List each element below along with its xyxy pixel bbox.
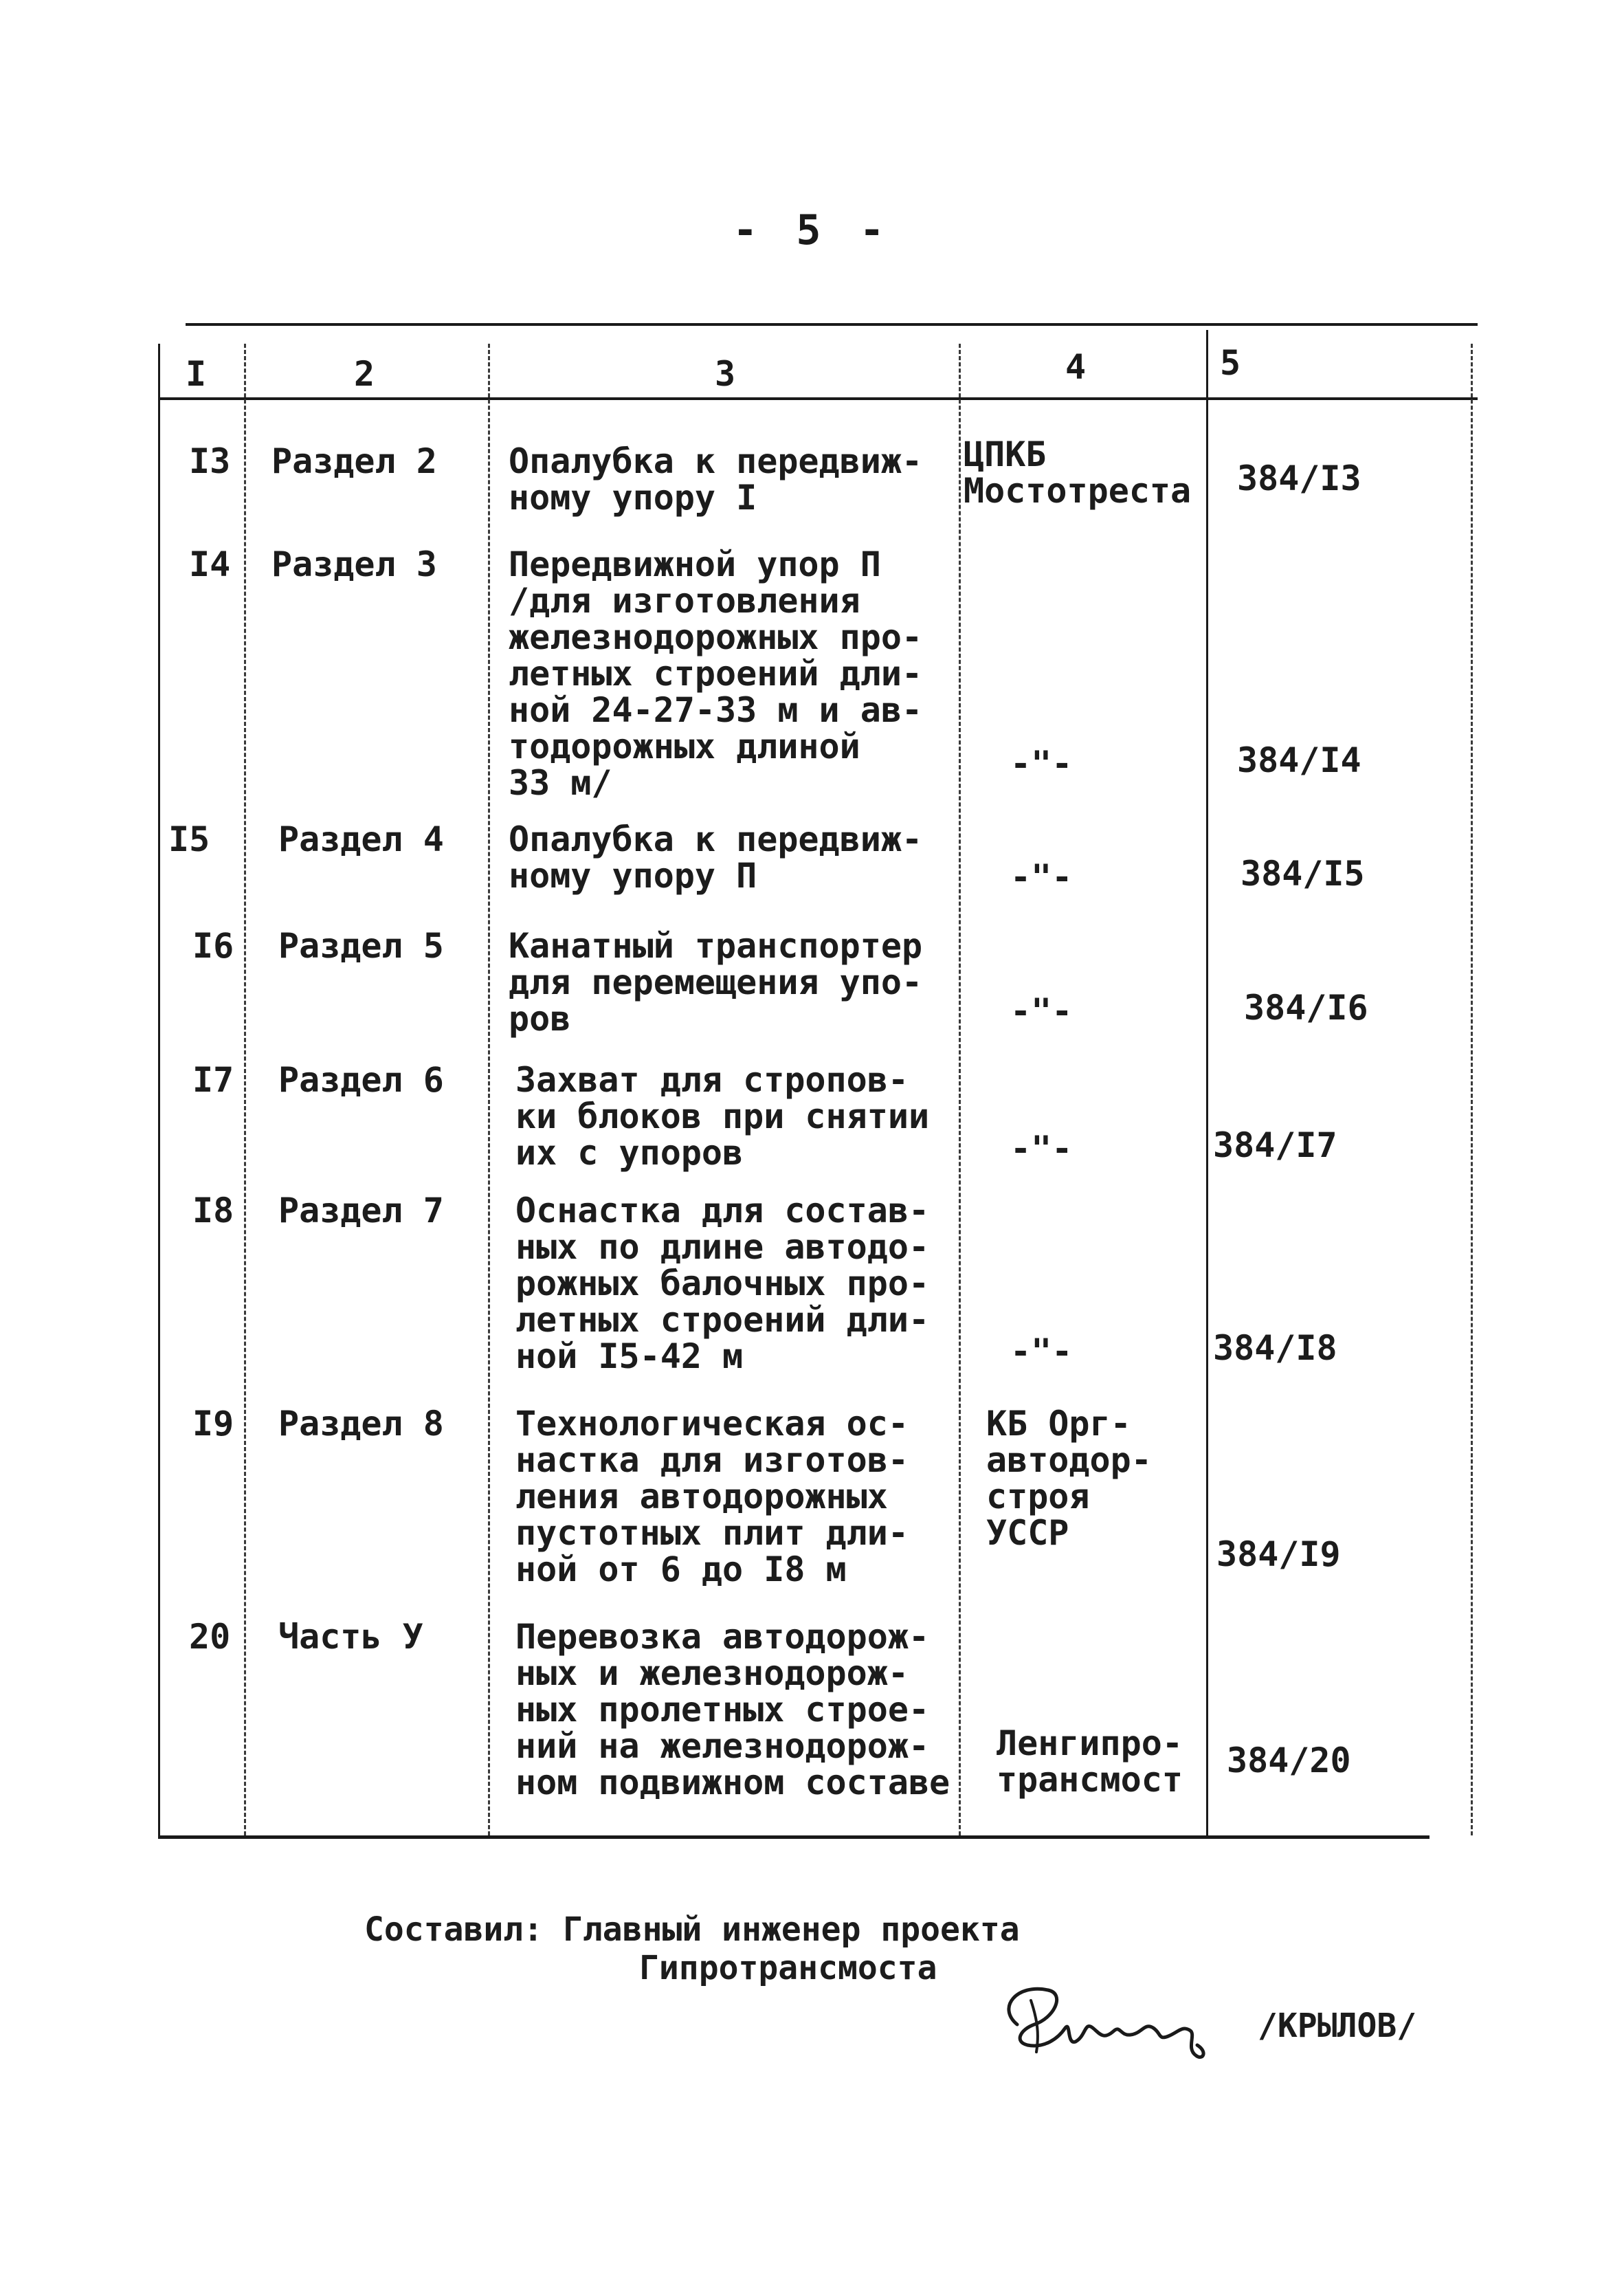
- row-code: 384/I8: [1213, 1328, 1337, 1368]
- row-title: Оснастка для состав- ных по длине автодо- рожных балочных про- летных строений дли- ной I5-42 м: [515, 1191, 930, 1376]
- row-code: 384/I5: [1241, 854, 1365, 894]
- row-code: 384/I7: [1213, 1125, 1337, 1165]
- column-rule-3: [488, 344, 490, 1835]
- row-title: Захват для стропов- ки блоков при снятии их с упоров: [515, 1060, 930, 1173]
- row-section: Раздел 5: [278, 926, 444, 966]
- header-col-5: 5: [1220, 343, 1241, 383]
- organization-line: Гипротрансмоста: [639, 1949, 937, 1987]
- row-number: I3: [189, 441, 231, 481]
- signatory-name: /КРЫЛОВ/: [1258, 2007, 1417, 2045]
- handwritten-signature: [990, 1959, 1251, 2083]
- column-rule-1: [158, 344, 160, 1835]
- table-top-rule: [186, 323, 1478, 326]
- row-code: 384/I9: [1216, 1534, 1341, 1574]
- row-organization: -"-: [1010, 1129, 1073, 1169]
- compiler-line: Составил: Главный инженер проекта: [364, 1910, 1020, 1949]
- row-title: Опалубка к передвиж- ному упору П: [509, 819, 923, 896]
- row-section: Раздел 2: [271, 441, 437, 481]
- row-section: Раздел 8: [278, 1404, 444, 1444]
- row-title: Технологическая ос- настка для изготов- ления автодорожных пустотных плит дли- ной от 6 до I8 м: [515, 1404, 909, 1589]
- row-section: Раздел 6: [278, 1060, 444, 1100]
- row-section: Часть У: [278, 1617, 423, 1657]
- header-col-1: I: [186, 354, 207, 394]
- table-bottom-rule: [158, 1835, 1430, 1839]
- header-bottom-rule: [158, 397, 1478, 400]
- column-rule-4: [959, 344, 961, 1835]
- row-organization: -"-: [1010, 991, 1073, 1031]
- row-organization: Ленгипро- трансмост: [997, 1723, 1183, 1800]
- row-number: I9: [192, 1404, 234, 1444]
- header-col-2: 2: [354, 354, 375, 394]
- row-section: Раздел 3: [271, 544, 437, 584]
- row-number: I7: [192, 1060, 234, 1100]
- sections-table: [158, 323, 1478, 1842]
- row-number: 20: [189, 1617, 231, 1657]
- row-code: 384/20: [1227, 1741, 1351, 1780]
- row-title: Канатный транспортер для перемещения упо- ров: [509, 926, 923, 1039]
- column-rule-6: [1471, 344, 1473, 1835]
- row-section: Раздел 7: [278, 1191, 444, 1230]
- header-col-3: 3: [715, 354, 736, 394]
- header-col-4: 4: [1065, 347, 1087, 387]
- row-code: 384/I3: [1237, 459, 1361, 498]
- row-number: I6: [192, 926, 234, 966]
- row-title: Опалубка к передвиж- ному упору I: [509, 441, 923, 518]
- row-title: Перевозка автодорож- ных и железнодорож- ных пролетных строе- ний на железнодорож- ном подвижном составе: [515, 1617, 950, 1802]
- row-organization: КБ Орг- автодор- строя УССР: [986, 1404, 1152, 1553]
- row-organization: -"-: [1010, 744, 1073, 784]
- row-organization: ЦПКБ Мостотреста: [964, 434, 1192, 511]
- row-title: Передвижной упор П /для изготовления железнодорожных про- летных строений дли- ной 24-27-33 м и ав- тодорожных длиной 33 м/: [509, 544, 923, 803]
- row-number: I8: [192, 1191, 234, 1230]
- row-number: I5: [168, 819, 210, 859]
- page-number: - 5 -: [733, 206, 891, 254]
- row-number: I4: [189, 544, 231, 584]
- row-organization: -"-: [1010, 1332, 1073, 1371]
- row-code: 384/I6: [1244, 988, 1368, 1028]
- row-code: 384/I4: [1237, 740, 1361, 780]
- row-organization: -"-: [1010, 857, 1073, 897]
- column-rule-5: [1206, 330, 1208, 1835]
- row-section: Раздел 4: [278, 819, 444, 859]
- column-rule-2: [244, 344, 246, 1835]
